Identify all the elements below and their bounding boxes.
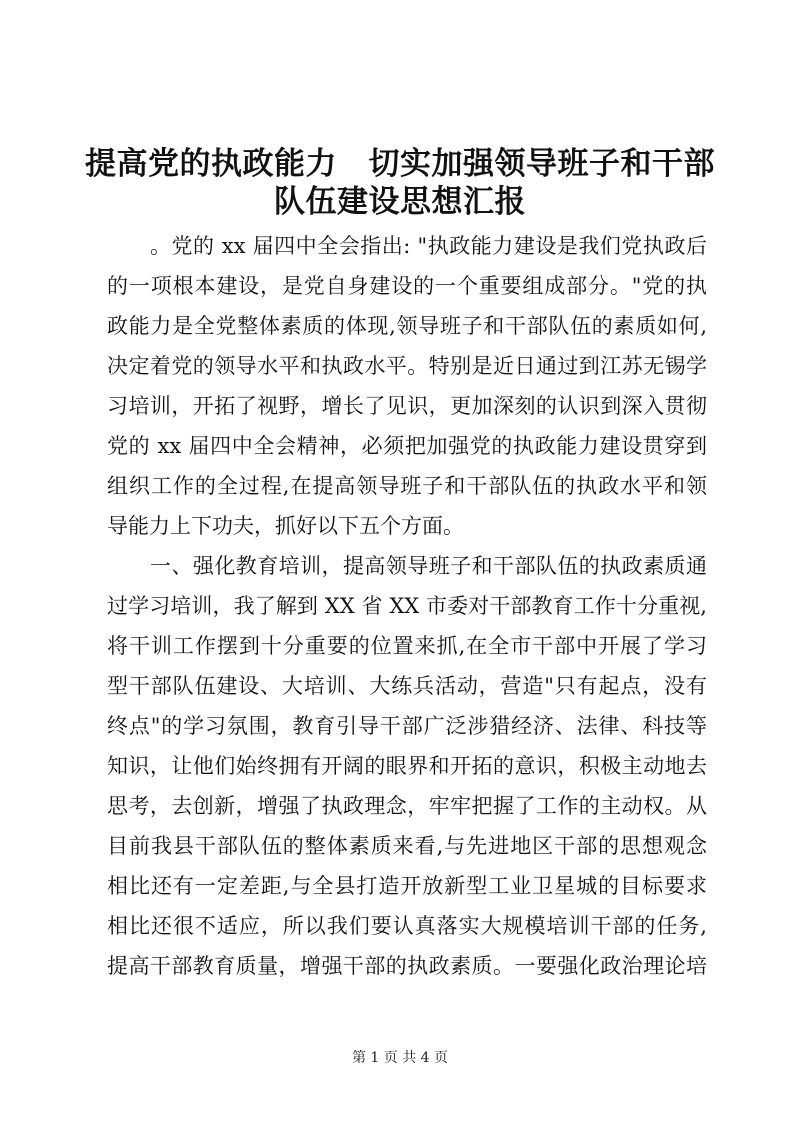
document-title-line-2: 队伍建设思想汇报: [274, 184, 526, 220]
paragraph-line: 的一项根本建设，是党自身建设的一个重要组成部分。"党的执: [107, 274, 707, 298]
paragraph-line: 将干训工作摆到十分重要的位置来抓,在全市干部中开展了学习: [107, 634, 707, 658]
paragraph-line: 组织工作的全过程,在提高领导班子和干部队伍的执政水平和领: [107, 474, 707, 498]
paragraph-line: 决定着党的领导水平和执政水平。特别是近日通过到江苏无锡学: [107, 354, 707, 378]
paragraph-line: 一、强化教育培训，提高领导班子和干部队伍的执政素质通: [150, 554, 707, 578]
paragraph-line: 。党的 xx 届四中全会指出: "执政能力建设是我们党执政后: [150, 234, 707, 258]
paragraph-line: 思考，去创新，增强了执政理念，牢牢把握了工作的主动权。从: [107, 794, 707, 818]
page-footer: 第 1 页 共 4 页: [351, 1050, 449, 1066]
paragraph-line: 相比还有一定差距,与全县打造开放新型工业卫星城的目标要求: [107, 874, 707, 898]
paragraph-line: 目前我县干部队伍的整体素质来看,与先进地区干部的思想观念: [107, 834, 707, 858]
paragraph-line: 习培训，开拓了视野，增长了见识，更加深刻的认识到深入贯彻: [107, 394, 707, 418]
paragraph-line: 政能力是全党整体素质的体现,领导班子和干部队伍的素质如何,: [107, 314, 707, 338]
paragraph-line: 终点"的学习氛围，教育引导干部广泛涉猎经济、法律、科技等: [107, 714, 707, 738]
paragraph-line: 提高干部教育质量，增强干部的执政素质。一要强化政治理论培: [107, 954, 707, 978]
document-title-line-1: 提高党的执政能力 切实加强领导班子和干部: [85, 146, 715, 182]
paragraph-line: 过学习培训，我了解到 XX 省 XX 市委对干部教育工作十分重视,: [107, 594, 707, 618]
paragraph-line: 党的 xx 届四中全会精神，必须把加强党的执政能力建设贯穿到: [107, 434, 707, 458]
paragraph-line: 相比还很不适应，所以我们要认真落实大规模培训干部的任务,: [107, 914, 707, 938]
paragraph-line: 导能力上下功夫，抓好以下五个方面。: [107, 514, 464, 538]
paragraph-line: 知识，让他们始终拥有开阔的眼界和开拓的意识，积极主动地去: [107, 754, 707, 778]
paragraph-line: 型干部队伍建设、大培训、大练兵活动，营造"只有起点，没有: [107, 674, 707, 698]
